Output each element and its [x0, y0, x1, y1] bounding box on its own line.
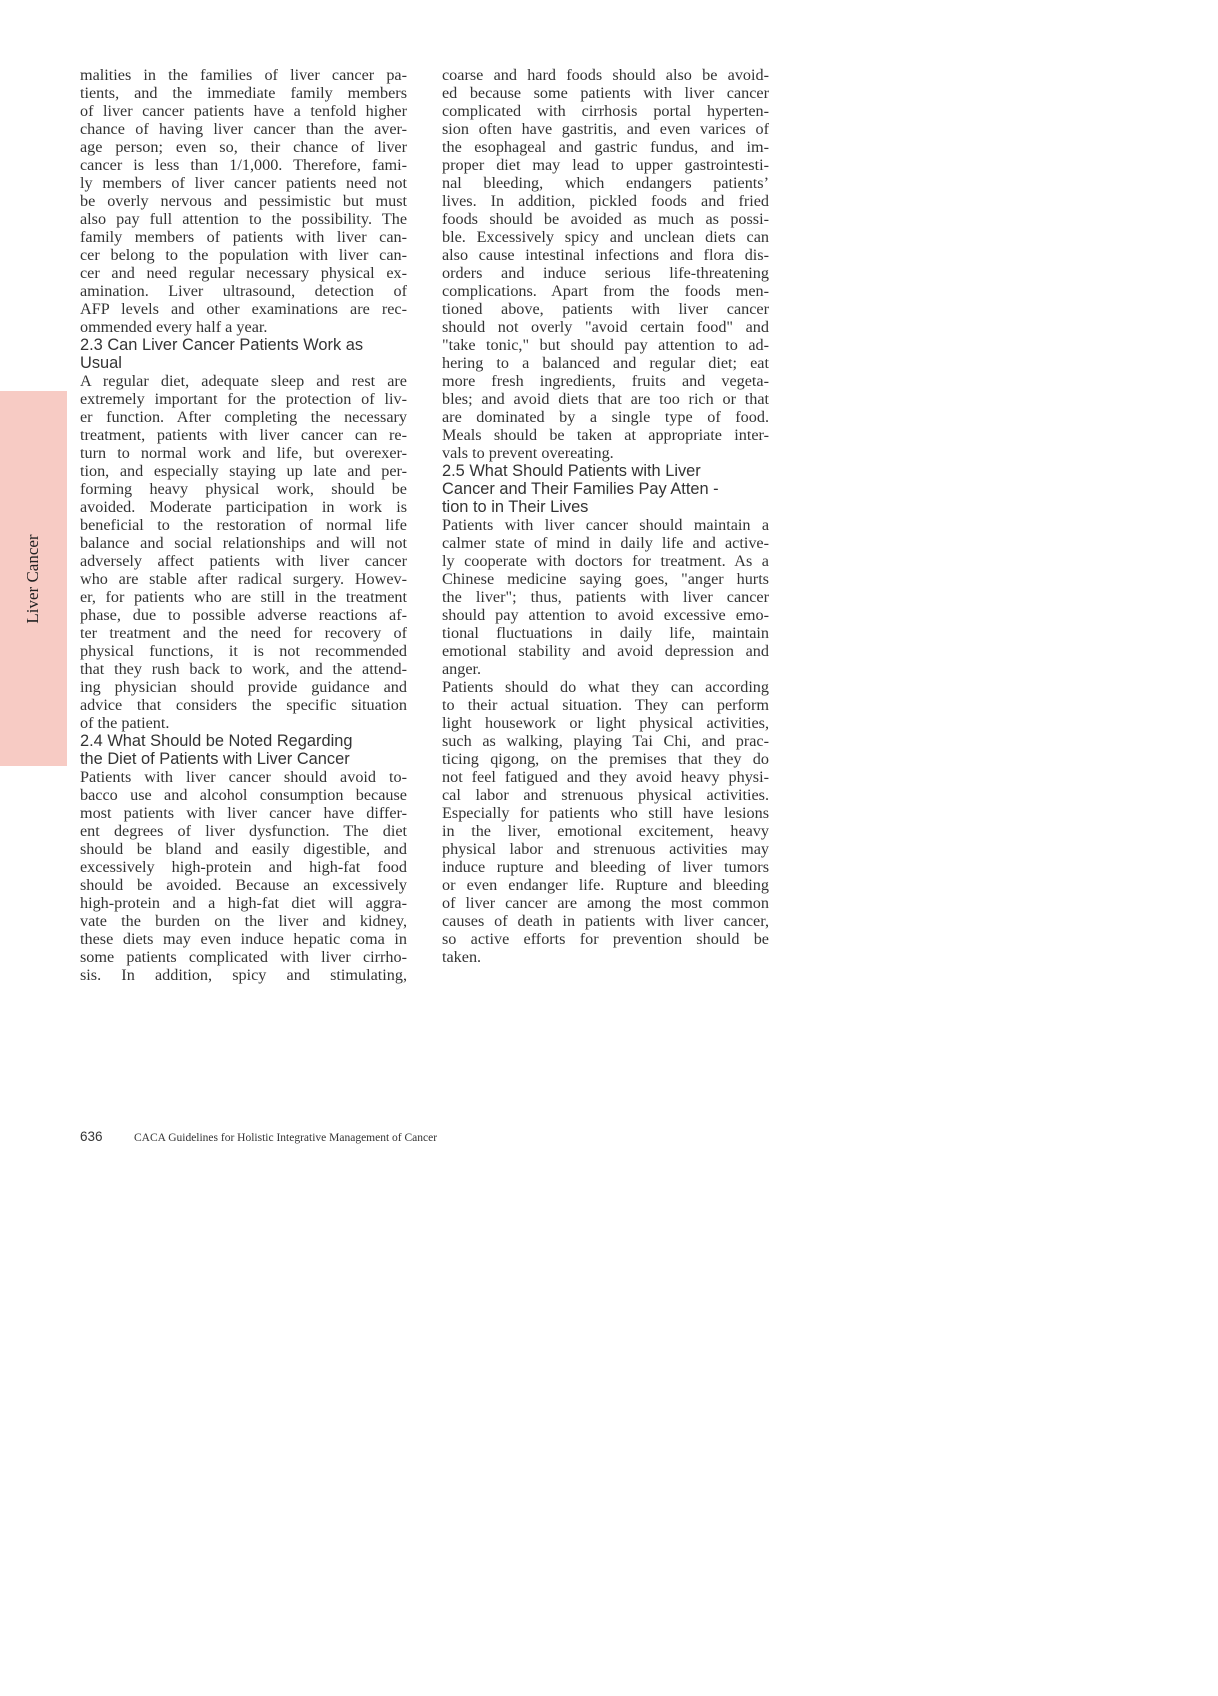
text-line: should be bland and easily digestible, and — [80, 840, 407, 858]
text-line: Patients with liver cancer should avoid to- — [80, 768, 407, 786]
text-line: foods should be avoided as much as possi- — [442, 210, 769, 228]
text-line: who are stable after radical surgery. Howev- — [80, 570, 407, 588]
text-line: ter treatment and the need for recovery of — [80, 624, 407, 642]
text-line: of liver cancer patients have a tenfold higher — [80, 102, 407, 120]
text-line: causes of death in patients with liver cancer, — [442, 912, 769, 930]
text-line: excessively high-protein and high-fat food — [80, 858, 407, 876]
text-line: ent degrees of liver dysfunction. The diet — [80, 822, 407, 840]
text-line: ing physician should provide guidance and — [80, 678, 407, 696]
text-line: taken. — [442, 948, 482, 966]
text-line: or even endanger life. Rupture and bleeding — [442, 876, 769, 894]
text-line: tients, and the immediate family members — [80, 84, 407, 102]
text-line: in the liver, emotional excitement, heavy — [442, 822, 769, 840]
text-line: bles; and avoid diets that are too rich or that — [442, 390, 769, 408]
text-line: complicated with cirrhosis portal hyperten- — [442, 102, 769, 120]
text-line: high-protein and a high-fat diet will aggra- — [80, 894, 407, 912]
text-line: these diets may even induce hepatic coma in — [80, 930, 407, 948]
text-line: chance of having liver cancer than the aver- — [80, 120, 407, 138]
text-line: nal bleeding, which endangers patients’ — [442, 174, 769, 192]
text-line: tional fluctuations in daily life, maintain — [442, 624, 769, 642]
text-line: proper diet may lead to upper gastrointesti- — [442, 156, 769, 174]
section-side-tab — [0, 391, 67, 766]
text-line: extremely important for the protection of liv- — [80, 390, 407, 408]
text-line: some patients complicated with liver cirrho- — [80, 948, 407, 966]
text-line: also pay full attention to the possibility. The — [80, 210, 407, 228]
section-heading — [80, 336, 407, 372]
text-line: Patients should do what they can according — [442, 678, 769, 696]
text-line: er function. After completing the necessary — [80, 408, 407, 426]
paragraph — [442, 66, 769, 462]
paragraph — [442, 678, 769, 966]
text-line: coarse and hard foods should also be avoid- — [442, 66, 769, 84]
paragraph — [442, 516, 769, 678]
text-line: lives. In addition, pickled foods and fried — [442, 192, 769, 210]
text-line: physical functions, it is not recommended — [80, 642, 407, 660]
text-line: such as walking, playing Tai Chi, and prac- — [442, 732, 769, 750]
text-line: AFP levels and other examinations are rec- — [80, 300, 407, 318]
text-line: most patients with liver cancer have differ- — [80, 804, 407, 822]
text-line: calmer state of mind in daily life and active- — [442, 534, 769, 552]
text-line: forming heavy physical work, should be — [80, 480, 407, 498]
text-line: so active efforts for prevention should be — [442, 930, 769, 948]
side-tab-label: Liver Cancer — [23, 533, 42, 624]
heading-line: tion to in Their Lives — [442, 498, 589, 516]
text-line: physical labor and strenuous activities may — [442, 840, 769, 858]
text-line: should be avoided. Because an excessively — [80, 876, 407, 894]
text-line: tioned above, patients with liver cancer — [442, 300, 769, 318]
text-line: more fresh ingredients, fruits and vegeta- — [442, 372, 769, 390]
text-line: ly cooperate with doctors for treatment. As a — [442, 552, 769, 570]
text-line: tion, and especially staying up late and per- — [80, 462, 407, 480]
text-line: malities in the families of liver cancer pa- — [80, 66, 407, 84]
text-line: adversely affect patients with liver cancer — [80, 552, 407, 570]
text-line: are dominated by a single type of food. — [442, 408, 769, 426]
text-line: also cause intestinal infections and flora dis- — [442, 246, 769, 264]
text-line: Patients with liver cancer should maintain a — [442, 516, 769, 534]
text-line: complications. Apart from the foods men- — [442, 282, 769, 300]
text-line: emotional stability and avoid depression and — [442, 642, 769, 660]
paragraph — [80, 66, 407, 336]
text-line: er, for patients who are still in the treatment — [80, 588, 407, 606]
text-line: treatment, patients with liver cancer can re- — [80, 426, 407, 444]
text-line: ed because some patients with liver cancer — [442, 84, 769, 102]
text-line: should not overly "avoid certain food" and — [442, 318, 769, 336]
text-line: Especially for patients who still have lesions — [442, 804, 769, 822]
page-footer — [80, 1128, 437, 1146]
section-heading — [442, 462, 769, 516]
heading-line: 2.4 What Should be Noted Regarding — [80, 732, 353, 750]
text-line: vate the burden on the liver and kidney, — [80, 912, 407, 930]
paragraph — [80, 372, 407, 732]
text-line: cer and need regular necessary physical ex- — [80, 264, 407, 282]
heading-line: Usual — [80, 354, 122, 372]
text-line: cer belong to the population with liver can- — [80, 246, 407, 264]
page-number: 636 — [80, 1129, 103, 1144]
paragraph — [80, 768, 407, 984]
text-line: ommended every half a year. — [80, 318, 268, 336]
text-line: ticing qigong, on the premises that they do — [442, 750, 769, 768]
text-line: of liver cancer are among the most common — [442, 894, 769, 912]
text-line: ble. Excessively spicy and unclean diets can — [442, 228, 769, 246]
text-line: hering to a balanced and regular diet; eat — [442, 354, 769, 372]
text-line: amination. Liver ultrasound, detection of — [80, 282, 407, 300]
text-line: Chinese medicine saying goes, "anger hurts — [442, 570, 769, 588]
text-line: cancer is less than 1/1,000. Therefore, fami- — [80, 156, 407, 174]
heading-line: 2.5 What Should Patients with Liver — [442, 462, 701, 480]
text-line: Meals should be taken at appropriate inter- — [442, 426, 769, 444]
right-column — [442, 66, 769, 966]
text-line: should pay attention to avoid excessive emo- — [442, 606, 769, 624]
text-line: age person; even so, their chance of liver — [80, 138, 407, 156]
text-line: ly members of liver cancer patients need not — [80, 174, 407, 192]
text-line: the esophageal and gastric fundus, and im- — [442, 138, 769, 156]
text-line: A regular diet, adequate sleep and rest are — [80, 372, 407, 390]
text-line: phase, due to possible adverse reactions af- — [80, 606, 407, 624]
text-line: the liver"; thus, patients with liver cancer — [442, 588, 769, 606]
text-line: "take tonic," but should pay attention to ad- — [442, 336, 769, 354]
text-line: be overly nervous and pessimistic but must — [80, 192, 407, 210]
text-line: to their actual situation. They can perform — [442, 696, 769, 714]
text-line: avoided. Moderate participation in work is — [80, 498, 407, 516]
heading-line: Cancer and Their Families Pay Atten - — [442, 480, 719, 498]
text-line: family members of patients with liver can- — [80, 228, 407, 246]
text-line: vals to prevent overeating. — [442, 444, 614, 462]
text-line: cal labor and strenuous physical activities. — [442, 786, 769, 804]
text-line: light housework or light physical activities, — [442, 714, 769, 732]
text-line: beneficial to the restoration of normal life — [80, 516, 407, 534]
text-line: induce rupture and bleeding of liver tumors — [442, 858, 769, 876]
text-line: orders and induce serious life-threatening — [442, 264, 769, 282]
text-line: not feel fatigued and they avoid heavy physi- — [442, 768, 769, 786]
heading-line: the Diet of Patients with Liver Cancer — [80, 750, 350, 768]
text-line: balance and social relationships and will not — [80, 534, 407, 552]
text-line: sion often have gastritis, and even varices of — [442, 120, 769, 138]
heading-line: 2.3 Can Liver Cancer Patients Work as — [80, 336, 364, 354]
text-line: turn to normal work and life, but overexer- — [80, 444, 407, 462]
text-line: that they rush back to work, and the attend- — [80, 660, 407, 678]
text-line: anger. — [442, 660, 482, 678]
section-heading — [80, 732, 407, 768]
text-line: of the patient. — [80, 714, 170, 732]
running-title: CACA Guidelines for Holistic Integrative Management of Cancer — [134, 1132, 438, 1144]
text-line: sis. In addition, spicy and stimulating, — [80, 966, 407, 984]
text-line: advice that considers the specific situation — [80, 696, 407, 714]
left-column — [80, 66, 407, 984]
text-line: bacco use and alcohol consumption because — [80, 786, 407, 804]
